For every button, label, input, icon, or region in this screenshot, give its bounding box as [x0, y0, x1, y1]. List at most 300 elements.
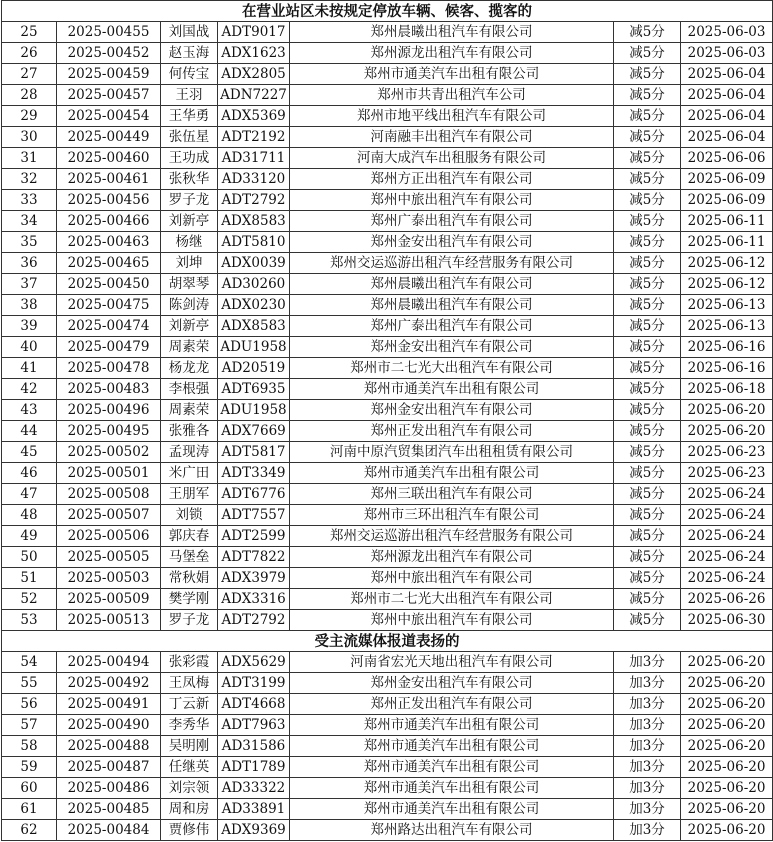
plate-number-cell: ADU1958: [218, 337, 290, 358]
record-number-cell: 2025-00488: [57, 736, 161, 757]
record-number-cell: 2025-00463: [57, 232, 161, 253]
row-index-cell: 60: [2, 778, 57, 799]
row-index-cell: 32: [2, 169, 57, 190]
score-change-cell: 减5分: [614, 43, 681, 64]
plate-number-cell: ADT6776: [218, 484, 290, 505]
date-cell: 2025-06-13: [681, 316, 773, 337]
row-index-cell: 42: [2, 379, 57, 400]
company-name-cell: 河南中原汽贸集团汽车出租租赁有限公司: [290, 442, 614, 463]
record-number-cell: 2025-00496: [57, 400, 161, 421]
plate-number-cell: ADN7227: [218, 85, 290, 106]
row-index-cell: 41: [2, 358, 57, 379]
row-index-cell: 39: [2, 316, 57, 337]
record-number-cell: 2025-00486: [57, 778, 161, 799]
plate-number-cell: ADX9369: [218, 820, 290, 841]
score-change-cell: 减5分: [614, 106, 681, 127]
driver-name-cell: 刘国战: [161, 22, 218, 43]
date-cell: 2025-06-16: [681, 337, 773, 358]
date-cell: 2025-06-20: [681, 715, 773, 736]
table-row: [2, 295, 773, 316]
score-change-cell: 减5分: [614, 526, 681, 547]
score-change-cell: 减5分: [614, 274, 681, 295]
plate-number-cell: ADX5369: [218, 106, 290, 127]
company-name-cell: 郑州金安出租汽车有限公司: [290, 337, 614, 358]
table-row: [2, 106, 773, 127]
table-row: [2, 148, 773, 169]
table-row: [2, 778, 773, 799]
plate-number-cell: ADT2792: [218, 190, 290, 211]
plate-number-cell: ADT3199: [218, 673, 290, 694]
table-row: [2, 820, 773, 841]
company-name-cell: 郑州市通美汽车出租有限公司: [290, 379, 614, 400]
company-name-cell: 郑州晨曦出租汽车有限公司: [290, 295, 614, 316]
driver-name-cell: 张秋华: [161, 169, 218, 190]
plate-number-cell: ADT1789: [218, 757, 290, 778]
driver-name-cell: 刘新亭: [161, 211, 218, 232]
score-change-cell: 减5分: [614, 484, 681, 505]
plate-number-cell: AD31711: [218, 148, 290, 169]
record-number-cell: 2025-00509: [57, 589, 161, 610]
date-cell: 2025-06-18: [681, 379, 773, 400]
date-cell: 2025-06-20: [681, 757, 773, 778]
driver-name-cell: 吴明刚: [161, 736, 218, 757]
plate-number-cell: ADT9017: [218, 22, 290, 43]
plate-number-cell: ADX5629: [218, 652, 290, 673]
record-number-cell: 2025-00495: [57, 421, 161, 442]
table-row: [2, 316, 773, 337]
company-name-cell: 郑州正发出租汽车有限公司: [290, 694, 614, 715]
row-index-cell: 33: [2, 190, 57, 211]
table-row: [2, 64, 773, 85]
date-cell: 2025-06-23: [681, 442, 773, 463]
table-row: [2, 589, 773, 610]
table-row: [2, 463, 773, 484]
driver-name-cell: 刘宗领: [161, 778, 218, 799]
table-row: [2, 337, 773, 358]
company-name-cell: 郑州市二七光大出租汽车有限公司: [290, 358, 614, 379]
company-name-cell: 郑州市通美汽车出租有限公司: [290, 736, 614, 757]
table-row: [2, 358, 773, 379]
driver-name-cell: 任继英: [161, 757, 218, 778]
table-row: [2, 442, 773, 463]
plate-number-cell: AD33322: [218, 778, 290, 799]
records-table: [1, 0, 773, 841]
date-cell: 2025-06-20: [681, 421, 773, 442]
row-index-cell: 38: [2, 295, 57, 316]
plate-number-cell: AD33891: [218, 799, 290, 820]
company-name-cell: 郑州市通美汽车出租有限公司: [290, 757, 614, 778]
record-number-cell: 2025-00454: [57, 106, 161, 127]
section-header-row: [2, 1, 773, 22]
plate-number-cell: ADX1623: [218, 43, 290, 64]
score-change-cell: 减5分: [614, 190, 681, 211]
company-name-cell: 河南融丰出租汽车有限公司: [290, 127, 614, 148]
table-row: [2, 610, 773, 631]
score-change-cell: 减5分: [614, 505, 681, 526]
driver-name-cell: 张彩霞: [161, 652, 218, 673]
records-table-body: [2, 1, 773, 841]
record-number-cell: 2025-00490: [57, 715, 161, 736]
record-number-cell: 2025-00457: [57, 85, 161, 106]
row-index-cell: 43: [2, 400, 57, 421]
score-change-cell: 加3分: [614, 736, 681, 757]
company-name-cell: 郑州市通美汽车出租有限公司: [290, 778, 614, 799]
score-change-cell: 加3分: [614, 820, 681, 841]
plate-number-cell: ADT2192: [218, 127, 290, 148]
date-cell: 2025-06-04: [681, 64, 773, 85]
record-number-cell: 2025-00502: [57, 442, 161, 463]
record-number-cell: 2025-00507: [57, 505, 161, 526]
record-number-cell: 2025-00460: [57, 148, 161, 169]
row-index-cell: 52: [2, 589, 57, 610]
plate-number-cell: ADT7557: [218, 505, 290, 526]
date-cell: 2025-06-30: [681, 610, 773, 631]
company-name-cell: 郑州市地平线出租汽车有限公司: [290, 106, 614, 127]
plate-number-cell: ADT2599: [218, 526, 290, 547]
plate-number-cell: AD33120: [218, 169, 290, 190]
row-index-cell: 58: [2, 736, 57, 757]
table-row: [2, 736, 773, 757]
plate-number-cell: ADU1958: [218, 400, 290, 421]
row-index-cell: 47: [2, 484, 57, 505]
company-name-cell: 郑州广泰出租汽车有限公司: [290, 316, 614, 337]
score-change-cell: 减5分: [614, 64, 681, 85]
section-title: 在营业站区未按规定停放车辆、候客、揽客的: [2, 1, 773, 22]
score-change-cell: 减5分: [614, 232, 681, 253]
driver-name-cell: 刘新亭: [161, 316, 218, 337]
table-row: [2, 400, 773, 421]
date-cell: 2025-06-24: [681, 568, 773, 589]
plate-number-cell: ADT7822: [218, 547, 290, 568]
record-number-cell: 2025-00478: [57, 358, 161, 379]
record-number-cell: 2025-00508: [57, 484, 161, 505]
date-cell: 2025-06-24: [681, 526, 773, 547]
row-index-cell: 36: [2, 253, 57, 274]
section-title: 受主流媒体报道表扬的: [2, 631, 773, 652]
row-index-cell: 31: [2, 148, 57, 169]
record-number-cell: 2025-00465: [57, 253, 161, 274]
date-cell: 2025-06-20: [681, 652, 773, 673]
plate-number-cell: ADT2792: [218, 610, 290, 631]
score-change-cell: 减5分: [614, 610, 681, 631]
record-number-cell: 2025-00513: [57, 610, 161, 631]
driver-name-cell: 何传宝: [161, 64, 218, 85]
record-number-cell: 2025-00505: [57, 547, 161, 568]
row-index-cell: 51: [2, 568, 57, 589]
company-name-cell: 郑州市通美汽车出租有限公司: [290, 64, 614, 85]
row-index-cell: 62: [2, 820, 57, 841]
driver-name-cell: 周素荣: [161, 400, 218, 421]
driver-name-cell: 罗子龙: [161, 190, 218, 211]
date-cell: 2025-06-03: [681, 22, 773, 43]
driver-name-cell: 常秋娟: [161, 568, 218, 589]
date-cell: 2025-06-24: [681, 547, 773, 568]
table-row: [2, 505, 773, 526]
driver-name-cell: 罗子龙: [161, 610, 218, 631]
row-index-cell: 35: [2, 232, 57, 253]
record-number-cell: 2025-00503: [57, 568, 161, 589]
score-change-cell: 减5分: [614, 85, 681, 106]
row-index-cell: 30: [2, 127, 57, 148]
score-change-cell: 减5分: [614, 211, 681, 232]
record-number-cell: 2025-00501: [57, 463, 161, 484]
date-cell: 2025-06-12: [681, 253, 773, 274]
row-index-cell: 25: [2, 22, 57, 43]
date-cell: 2025-06-09: [681, 169, 773, 190]
score-change-cell: 减5分: [614, 253, 681, 274]
company-name-cell: 郑州路达出租汽车有限公司: [290, 820, 614, 841]
table-row: [2, 127, 773, 148]
table-row: [2, 757, 773, 778]
row-index-cell: 34: [2, 211, 57, 232]
date-cell: 2025-06-09: [681, 190, 773, 211]
driver-name-cell: 孟现涛: [161, 442, 218, 463]
score-change-cell: 减5分: [614, 568, 681, 589]
driver-name-cell: 李秀华: [161, 715, 218, 736]
row-index-cell: 56: [2, 694, 57, 715]
plate-number-cell: ADT3349: [218, 463, 290, 484]
row-index-cell: 57: [2, 715, 57, 736]
record-number-cell: 2025-00449: [57, 127, 161, 148]
date-cell: 2025-06-03: [681, 43, 773, 64]
driver-name-cell: 刘坤: [161, 253, 218, 274]
score-change-cell: 加3分: [614, 694, 681, 715]
date-cell: 2025-06-06: [681, 148, 773, 169]
row-index-cell: 45: [2, 442, 57, 463]
date-cell: 2025-06-24: [681, 484, 773, 505]
date-cell: 2025-06-20: [681, 820, 773, 841]
date-cell: 2025-06-04: [681, 85, 773, 106]
driver-name-cell: 马堡垒: [161, 547, 218, 568]
table-row: [2, 673, 773, 694]
driver-name-cell: 陈剑涛: [161, 295, 218, 316]
company-name-cell: 郑州正发出租汽车有限公司: [290, 421, 614, 442]
score-change-cell: 加3分: [614, 757, 681, 778]
date-cell: 2025-06-20: [681, 778, 773, 799]
date-cell: 2025-06-16: [681, 358, 773, 379]
date-cell: 2025-06-23: [681, 463, 773, 484]
driver-name-cell: 王羽: [161, 85, 218, 106]
row-index-cell: 29: [2, 106, 57, 127]
plate-number-cell: ADX3979: [218, 568, 290, 589]
plate-number-cell: ADT5817: [218, 442, 290, 463]
company-name-cell: 郑州中旅出租汽车有限公司: [290, 190, 614, 211]
record-number-cell: 2025-00466: [57, 211, 161, 232]
table-row: [2, 211, 773, 232]
driver-name-cell: 杨龙龙: [161, 358, 218, 379]
driver-name-cell: 周素荣: [161, 337, 218, 358]
row-index-cell: 46: [2, 463, 57, 484]
company-name-cell: 郑州交运巡游出租汽车经营服务有限公司: [290, 526, 614, 547]
driver-name-cell: 王功成: [161, 148, 218, 169]
plate-number-cell: ADT6935: [218, 379, 290, 400]
row-index-cell: 59: [2, 757, 57, 778]
plate-number-cell: ADX0039: [218, 253, 290, 274]
record-number-cell: 2025-00492: [57, 673, 161, 694]
date-cell: 2025-06-04: [681, 127, 773, 148]
company-name-cell: 郑州市共青出租汽车公司: [290, 85, 614, 106]
driver-name-cell: 胡翠琴: [161, 274, 218, 295]
date-cell: 2025-06-24: [681, 505, 773, 526]
score-change-cell: 减5分: [614, 400, 681, 421]
plate-number-cell: ADX0230: [218, 295, 290, 316]
score-change-cell: 减5分: [614, 421, 681, 442]
record-number-cell: 2025-00450: [57, 274, 161, 295]
company-name-cell: 郑州源龙出租汽车有限公司: [290, 43, 614, 64]
date-cell: 2025-06-20: [681, 799, 773, 820]
row-index-cell: 54: [2, 652, 57, 673]
record-number-cell: 2025-00494: [57, 652, 161, 673]
score-change-cell: 减5分: [614, 22, 681, 43]
company-name-cell: 郑州市通美汽车出租有限公司: [290, 799, 614, 820]
record-number-cell: 2025-00491: [57, 694, 161, 715]
driver-name-cell: 米广田: [161, 463, 218, 484]
table-row: [2, 22, 773, 43]
plate-number-cell: AD31586: [218, 736, 290, 757]
table-row: [2, 274, 773, 295]
driver-name-cell: 王朋军: [161, 484, 218, 505]
row-index-cell: 61: [2, 799, 57, 820]
date-cell: 2025-06-11: [681, 232, 773, 253]
row-index-cell: 53: [2, 610, 57, 631]
company-name-cell: 郑州中旅出租汽车有限公司: [290, 610, 614, 631]
table-row: [2, 694, 773, 715]
score-change-cell: 减5分: [614, 148, 681, 169]
plate-number-cell: AD30260: [218, 274, 290, 295]
score-change-cell: 减5分: [614, 127, 681, 148]
company-name-cell: 郑州市二七光大出租汽车有限公司: [290, 589, 614, 610]
date-cell: 2025-06-20: [681, 400, 773, 421]
row-index-cell: 40: [2, 337, 57, 358]
company-name-cell: 河南省宏光天地出租汽车有限公司: [290, 652, 614, 673]
driver-name-cell: 王华勇: [161, 106, 218, 127]
row-index-cell: 48: [2, 505, 57, 526]
row-index-cell: 44: [2, 421, 57, 442]
record-number-cell: 2025-00484: [57, 820, 161, 841]
company-name-cell: 郑州源龙出租汽车有限公司: [290, 547, 614, 568]
date-cell: 2025-06-20: [681, 736, 773, 757]
plate-number-cell: ADT7963: [218, 715, 290, 736]
table-row: [2, 43, 773, 64]
record-number-cell: 2025-00461: [57, 169, 161, 190]
driver-name-cell: 樊学刚: [161, 589, 218, 610]
row-index-cell: 26: [2, 43, 57, 64]
record-number-cell: 2025-00479: [57, 337, 161, 358]
score-change-cell: 减5分: [614, 169, 681, 190]
row-index-cell: 55: [2, 673, 57, 694]
company-name-cell: 郑州金安出租汽车有限公司: [290, 232, 614, 253]
record-number-cell: 2025-00485: [57, 799, 161, 820]
plate-number-cell: ADT4668: [218, 694, 290, 715]
company-name-cell: 郑州方正出租汽车有限公司: [290, 169, 614, 190]
row-index-cell: 27: [2, 64, 57, 85]
plate-number-cell: ADX8583: [218, 316, 290, 337]
score-change-cell: 加3分: [614, 778, 681, 799]
record-number-cell: 2025-00474: [57, 316, 161, 337]
score-change-cell: 减5分: [614, 337, 681, 358]
score-change-cell: 加3分: [614, 673, 681, 694]
table-row: [2, 190, 773, 211]
table-row: [2, 547, 773, 568]
score-change-cell: 减5分: [614, 547, 681, 568]
driver-name-cell: 赵玉海: [161, 43, 218, 64]
company-name-cell: 郑州市通美汽车出租有限公司: [290, 463, 614, 484]
score-change-cell: 减5分: [614, 316, 681, 337]
date-cell: 2025-06-12: [681, 274, 773, 295]
table-row: [2, 421, 773, 442]
company-name-cell: 郑州市通美汽车出租有限公司: [290, 715, 614, 736]
table-row: [2, 484, 773, 505]
score-change-cell: 加3分: [614, 715, 681, 736]
section-header-row: [2, 631, 773, 652]
driver-name-cell: 郭庆春: [161, 526, 218, 547]
driver-name-cell: 丁云新: [161, 694, 218, 715]
score-change-cell: 减5分: [614, 463, 681, 484]
row-index-cell: 49: [2, 526, 57, 547]
table-row: [2, 715, 773, 736]
table-row: [2, 799, 773, 820]
company-name-cell: 河南大成汽车出租服务有限公司: [290, 148, 614, 169]
table-row: [2, 169, 773, 190]
date-cell: 2025-06-11: [681, 211, 773, 232]
score-change-cell: 减5分: [614, 379, 681, 400]
plate-number-cell: AD20519: [218, 358, 290, 379]
company-name-cell: 郑州交运巡游出租汽车经营服务有限公司: [290, 253, 614, 274]
plate-number-cell: ADX8583: [218, 211, 290, 232]
table-row: [2, 253, 773, 274]
score-change-cell: 减5分: [614, 295, 681, 316]
driver-name-cell: 张雅各: [161, 421, 218, 442]
date-cell: 2025-06-26: [681, 589, 773, 610]
table-row: [2, 652, 773, 673]
driver-name-cell: 贾修伟: [161, 820, 218, 841]
plate-number-cell: ADT5810: [218, 232, 290, 253]
company-name-cell: 郑州晨曦出租汽车有限公司: [290, 274, 614, 295]
date-cell: 2025-06-13: [681, 295, 773, 316]
row-index-cell: 28: [2, 85, 57, 106]
driver-name-cell: 周和房: [161, 799, 218, 820]
date-cell: 2025-06-20: [681, 694, 773, 715]
record-number-cell: 2025-00459: [57, 64, 161, 85]
table-row: [2, 526, 773, 547]
company-name-cell: 郑州广泰出租汽车有限公司: [290, 211, 614, 232]
company-name-cell: 郑州金安出租汽车有限公司: [290, 400, 614, 421]
row-index-cell: 50: [2, 547, 57, 568]
driver-name-cell: 李根强: [161, 379, 218, 400]
record-number-cell: 2025-00455: [57, 22, 161, 43]
score-change-cell: 减5分: [614, 442, 681, 463]
record-number-cell: 2025-00475: [57, 295, 161, 316]
score-change-cell: 加3分: [614, 652, 681, 673]
table-row: [2, 568, 773, 589]
record-number-cell: 2025-00456: [57, 190, 161, 211]
table-row: [2, 379, 773, 400]
plate-number-cell: ADX7669: [218, 421, 290, 442]
score-change-cell: 加3分: [614, 799, 681, 820]
plate-number-cell: ADX3316: [218, 589, 290, 610]
score-change-cell: 减5分: [614, 589, 681, 610]
score-change-cell: 减5分: [614, 358, 681, 379]
table-row: [2, 232, 773, 253]
company-name-cell: 郑州晨曦出租汽车有限公司: [290, 22, 614, 43]
driver-name-cell: 杨继: [161, 232, 218, 253]
driver-name-cell: 王凤梅: [161, 673, 218, 694]
record-number-cell: 2025-00452: [57, 43, 161, 64]
record-number-cell: 2025-00506: [57, 526, 161, 547]
company-name-cell: 郑州市三环出租汽车有限公司: [290, 505, 614, 526]
company-name-cell: 郑州中旅出租汽车有限公司: [290, 568, 614, 589]
driver-name-cell: 张伍星: [161, 127, 218, 148]
